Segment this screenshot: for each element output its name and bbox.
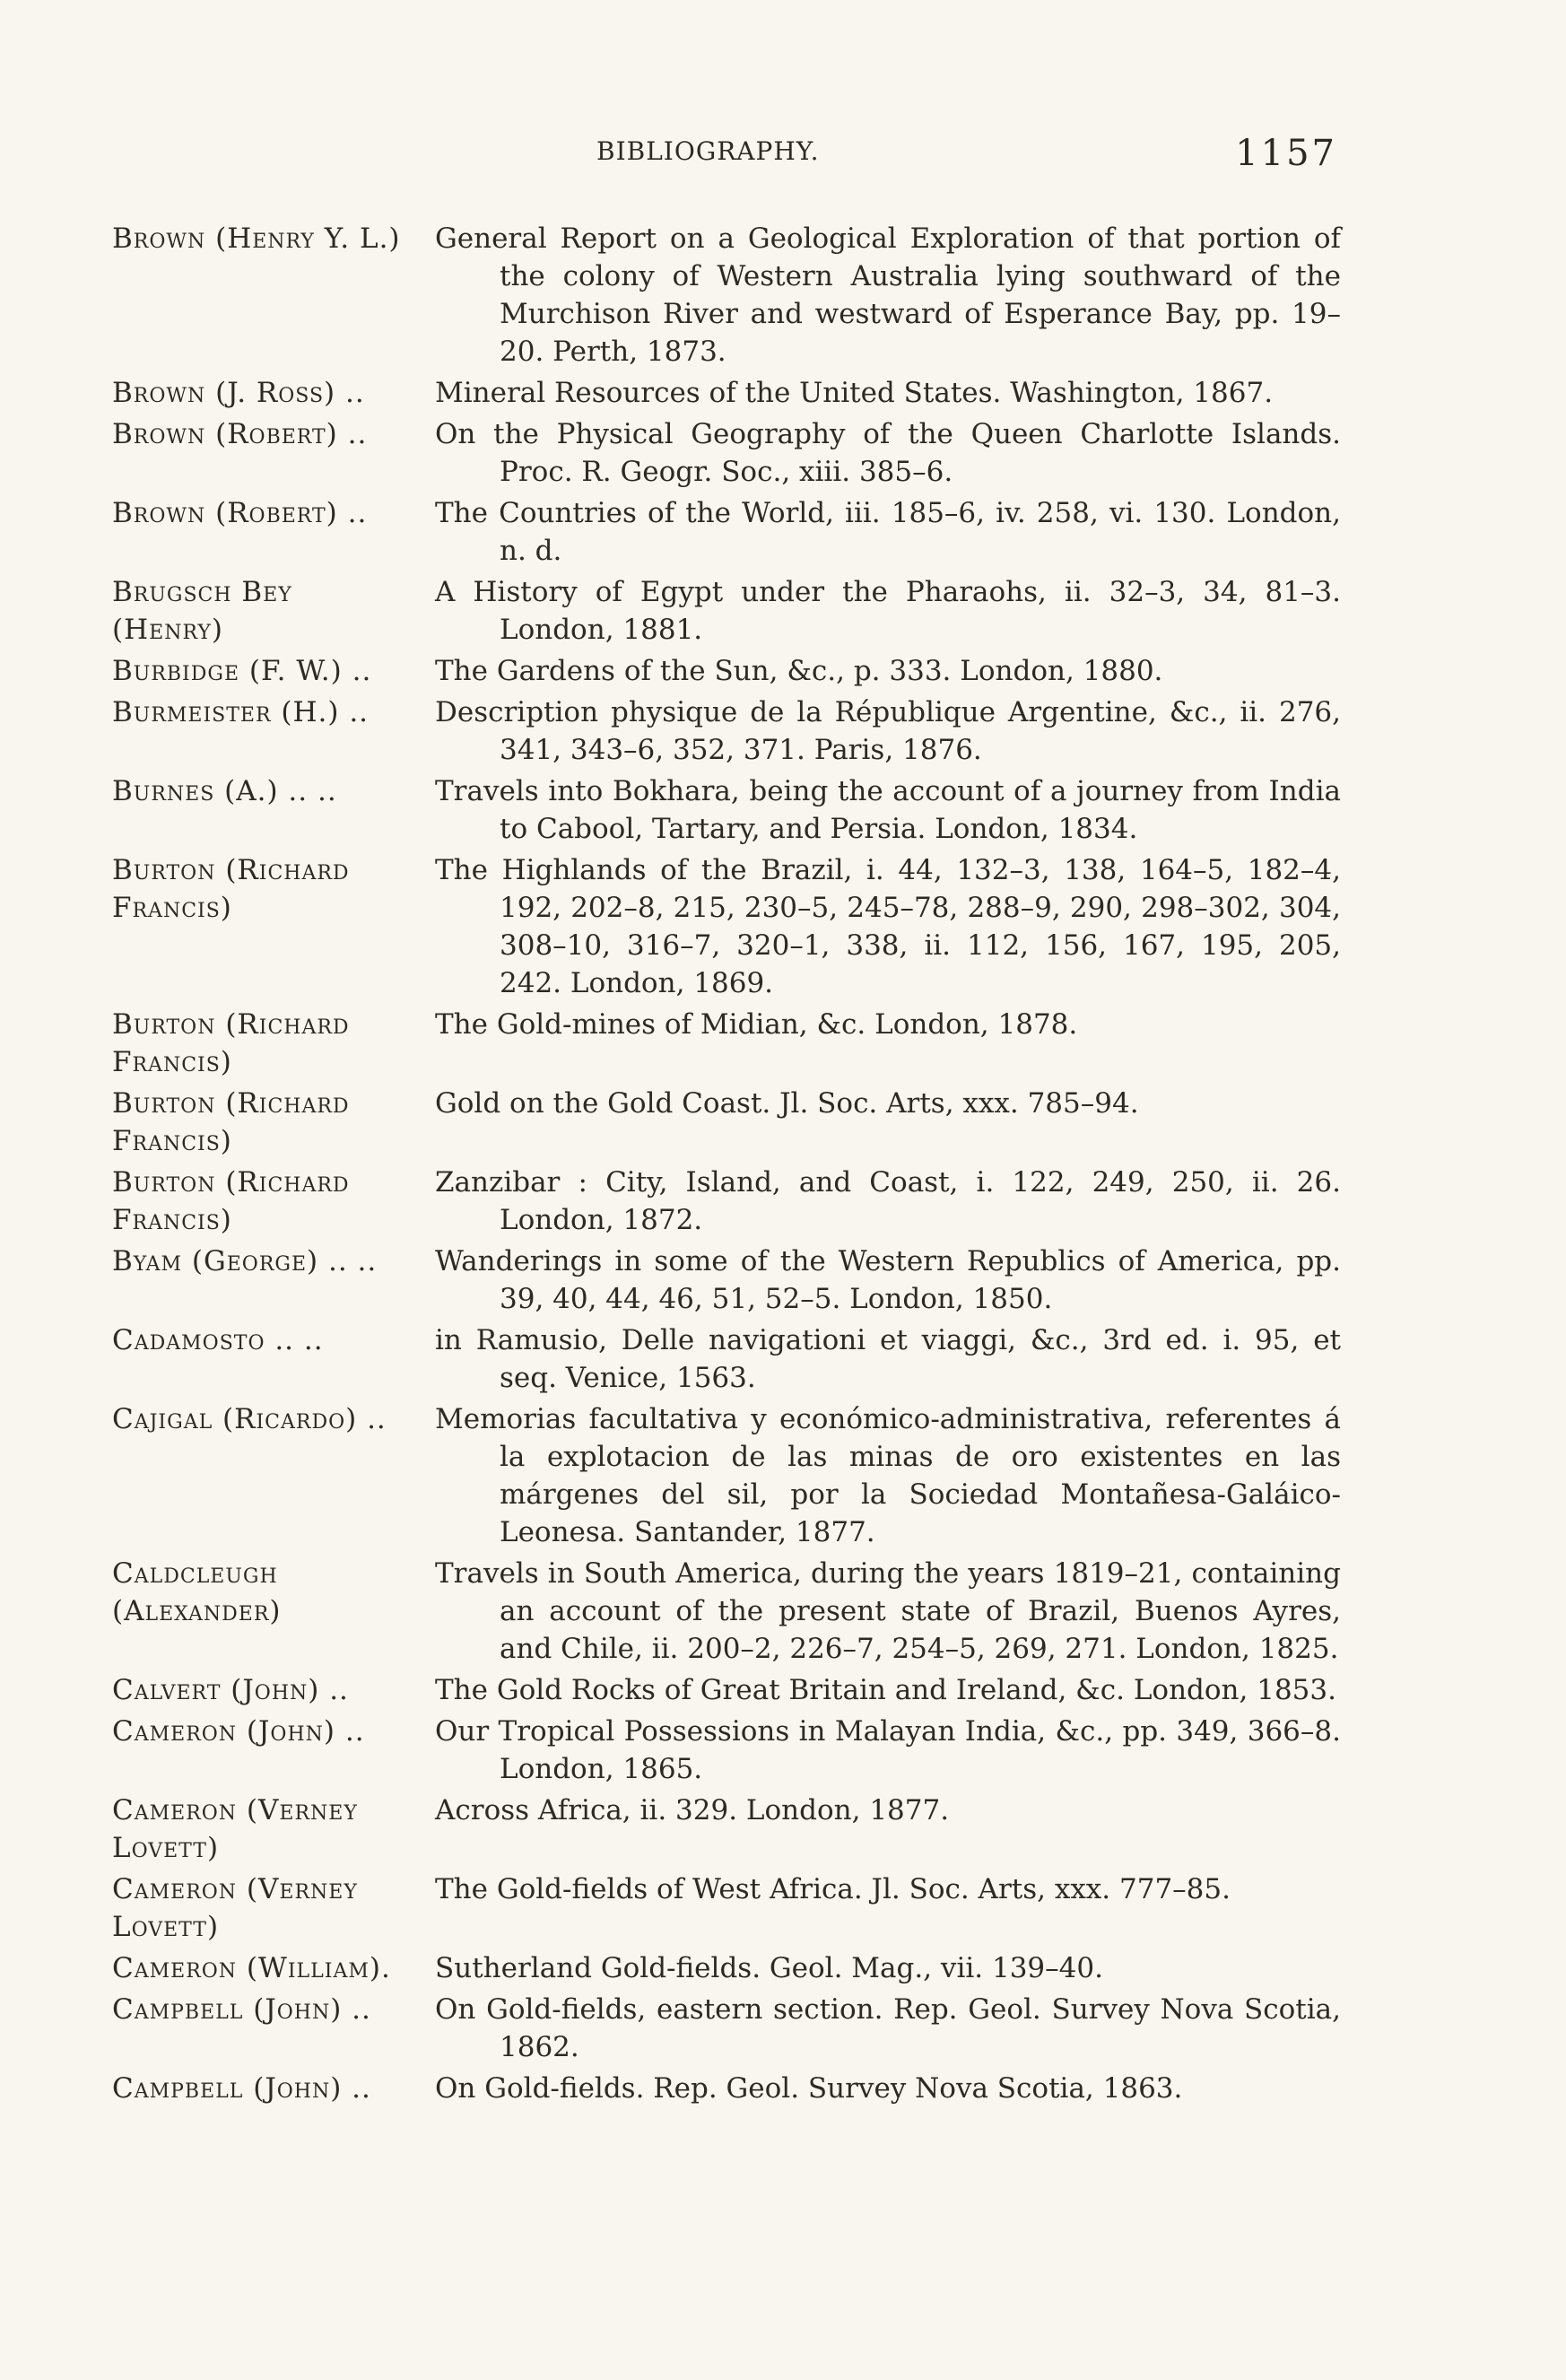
entry-work: Gold on the Gold Coast. Jl. Soc. Arts, xxx. 785–94. xyxy=(435,1087,1139,1120)
entry-work: On Gold-fields. Rep. Geol. Survey Nova Scotia, 1863. xyxy=(435,2072,1183,2105)
bibliography-entry xyxy=(112,693,1341,769)
entry-author: Burton (Richard Francis) xyxy=(112,854,350,924)
bibliography-entry xyxy=(112,1991,1341,2066)
entry-author: Cameron (Verney Lovett) xyxy=(112,1794,358,1864)
entry-work: Our Tropical Possessions in Malayan India, &c., pp. 349, 366–8. London, 1865. xyxy=(435,1715,1341,1785)
entry-work: Mineral Resources of the United States. Washington, 1867. xyxy=(435,377,1274,409)
bibliography-entry xyxy=(112,2070,1341,2107)
entry-work: Sutherland Gold-fields. Geol. Mag., vii. 139–40. xyxy=(435,1952,1103,1984)
bibliography-entry xyxy=(112,1671,1341,1709)
bibliography-entry xyxy=(112,1242,1341,1318)
entry-author: Cameron (Verney Lovett) xyxy=(112,1873,358,1943)
entry-work: The Countries of the World, iii. 185–6, iv. 258, vi. 130. London, n. d. xyxy=(435,497,1341,567)
entry-author: Burbidge (F. W.) .. xyxy=(112,655,372,687)
entry-work: General Report on a Geological Exploration of that portion of the colony of Western Australia lying southward of the Murchison River and westward of Esperance Bay, pp. 19–20. Perth, 1873. xyxy=(435,222,1341,368)
bibliography-entry xyxy=(112,1792,1341,1867)
bibliography-entry xyxy=(112,851,1341,1002)
entry-author: Burmeister (H.) .. xyxy=(112,696,370,728)
entry-work: The Gold-mines of Midian, &c. London, 1878. xyxy=(435,1008,1078,1041)
entry-author: Campbell (John) .. xyxy=(112,2072,371,2105)
entry-author: Burton (Richard Francis) xyxy=(112,1008,350,1078)
entry-author: Burton (Richard Francis) xyxy=(112,1087,350,1157)
entry-work: Description physique de la République Argentine, &c., ii. 276, 341, 343–6, 352, 371. Paris, 1876. xyxy=(435,696,1341,766)
entry-author: Campbell (John) .. xyxy=(112,1993,371,2026)
entry-work: On the Physical Geography of the Queen Charlotte Islands. Proc. R. Geogr. Soc., xiii. 385–6. xyxy=(435,418,1341,488)
entry-author: Cameron (William). xyxy=(112,1952,391,1984)
bibliography-entry xyxy=(112,1949,1341,1987)
bibliography-entry xyxy=(112,1713,1341,1788)
bibliography-entry xyxy=(112,1006,1341,1081)
entry-author: Cadamosto .. .. xyxy=(112,1324,324,1356)
entry-work: Travels in South America, during the years 1819–21, containing an account of the present state of Brazil, Buenos Ayres, and Chile, ii. 200–2, 226–7, 254–5, 269, 271. London, 1825. xyxy=(435,1557,1341,1665)
bibliography-entry xyxy=(112,1164,1341,1239)
bibliography-list xyxy=(112,220,1341,2111)
bibliography-entry xyxy=(112,415,1341,491)
entry-work: The Gold Rocks of Great Britain and Ireland, &c. London, 1853. xyxy=(435,1674,1336,1706)
entry-work: A History of Egypt under the Pharaohs, ii. 32–3, 34, 81–3. London, 1881. xyxy=(435,576,1341,646)
entry-author: Brown (Robert) .. xyxy=(112,497,368,529)
entry-author: Caldcleugh (Alexander) xyxy=(112,1557,282,1627)
entry-work: in Ramusio, Delle navigationi et viaggi, &c., 3rd ed. i. 95, et seq. Venice, 1563. xyxy=(435,1324,1341,1394)
entry-work: The Gardens of the Sun, &c., p. 333. London, 1880. xyxy=(435,655,1163,687)
entry-work: The Highlands of the Brazil, i. 44, 132–3, 138, 164–5, 182–4, 192, 202–8, 215, 230–5, 245–78, 288–9, 290, 298–302, 304, 308–10, 316–7, 320–1, 338, ii. 112, 156, 167, 195, 205, 242. London, 1869. xyxy=(435,854,1341,999)
bibliography-entry xyxy=(112,374,1341,412)
bibliography-entry xyxy=(112,1400,1341,1551)
bibliography-entry xyxy=(112,1555,1341,1668)
entry-author: Burton (Richard Francis) xyxy=(112,1166,350,1236)
entry-work: Memorias facultativa y económico-administrativa, referentes á la explotacion de las minas de oro existentes en las márgenes del sil, por la Sociedad Montañesa-Galáico-Leonesa. Santander, 1877. xyxy=(435,1403,1341,1548)
entry-work: Across Africa, ii. 329. London, 1877. xyxy=(435,1794,950,1826)
entry-work: The Gold-fields of West Africa. Jl. Soc. Arts, xxx. 777–85. xyxy=(435,1873,1231,1905)
entry-author: Brown (Robert) .. xyxy=(112,418,368,450)
entry-author: Brugsch Bey (Henry) xyxy=(112,576,292,646)
entry-author: Brown (Henry Y. L.) xyxy=(112,222,401,255)
entry-author: Calvert (John) .. xyxy=(112,1674,349,1706)
bibliography-entry xyxy=(112,1321,1341,1397)
entry-work: On Gold-fields, eastern section. Rep. Geol. Survey Nova Scotia, 1862. xyxy=(435,1993,1341,2063)
running-head: BIBLIOGRAPHY. xyxy=(596,136,820,166)
entry-author: Burnes (A.) .. .. xyxy=(112,775,337,807)
entry-work: Wanderings in some of the Western Republics of America, pp. 39, 40, 44, 46, 51, 52–5. London, 1850. xyxy=(435,1245,1341,1315)
bibliography-entry xyxy=(112,494,1341,570)
bibliography-entry xyxy=(112,772,1341,848)
bibliography-entry xyxy=(112,1085,1341,1160)
entry-author: Brown (J. Ross) .. xyxy=(112,377,365,409)
page-number: 1157 xyxy=(1235,133,1337,174)
entry-author: Byam (George) .. .. xyxy=(112,1245,378,1277)
entry-work: Travels into Bokhara, being the account of a journey from India to Cabool, Tartary, and Persia. London, 1834. xyxy=(435,775,1341,845)
bibliography-entry xyxy=(112,220,1341,371)
entry-work: Zanzibar : City, Island, and Coast, i. 122, 249, 250, ii. 26. London, 1872. xyxy=(435,1166,1341,1236)
bibliography-entry xyxy=(112,573,1341,649)
entry-author: Cameron (John) .. xyxy=(112,1715,365,1748)
bibliography-entry xyxy=(112,1870,1341,1946)
entry-author: Cajigal (Ricardo) .. xyxy=(112,1403,387,1435)
bibliography-entry xyxy=(112,652,1341,690)
page-header xyxy=(0,133,1566,190)
